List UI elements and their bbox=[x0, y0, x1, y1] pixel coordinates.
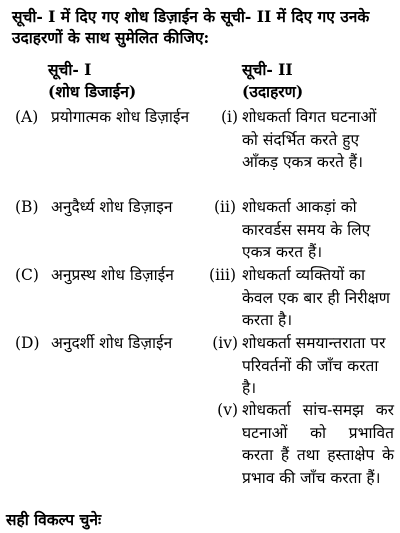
list-1-letter-d: (D) bbox=[15, 334, 40, 352]
question-text: सूची- I में दिए गए शोध डिज़ाईन के सूची- II में दिए गए उनके उदाहरणों के साथ सुमेलित कीजिए: bbox=[12, 7, 370, 47]
list-2-item-ii: शोधकर्ता आकड़ां को कारवर्डस समय के लिए एकत्र करत हैं। bbox=[242, 198, 371, 261]
list-2-item-iii: शोधकर्ता व्यक्तियों का केवल एक बार ही निरीक्षण करता है। bbox=[242, 266, 390, 329]
list-1-item-d: अनुदर्शी शोध डिज़ाईन bbox=[51, 334, 173, 352]
list-1-subtitle: (शोध डिजाईन) bbox=[48, 82, 137, 101]
list-2-title: सूची- II bbox=[242, 60, 293, 79]
list-2-number-iii: (iii) bbox=[209, 266, 236, 284]
list-2-number-i: (i) bbox=[220, 108, 238, 126]
list-1-item-c: अनुप्रस्थ शोध डिज़ाईन bbox=[51, 266, 174, 284]
list-1-title: सूची- I bbox=[48, 60, 92, 79]
list-2-number-iv: (iv) bbox=[212, 334, 238, 352]
list-1-letter-b: (B) bbox=[15, 198, 39, 216]
list-2-item-iv: शोधकर्ता समयान्तराता पर परिवर्तनों की जाँच करता है। bbox=[242, 334, 386, 397]
list-2-subtitle: (उदाहरण) bbox=[242, 82, 304, 101]
list-1-item-b: अनुदैर्ध्य शोध डिज़ाइन bbox=[51, 198, 173, 216]
list-1-letter-c: (C) bbox=[15, 266, 39, 284]
list-2-item-i: शोधकर्ता विगत घटनाओं को संदर्भित करते हुए आँकड़ एकत्र करते हैं। bbox=[242, 108, 377, 171]
list-2-number-ii: (ii) bbox=[213, 198, 236, 216]
list-2-number-v: (v) bbox=[217, 401, 238, 419]
list-1-header bbox=[48, 59, 136, 103]
list-2-header bbox=[242, 59, 303, 103]
list-1-letter-a: (A) bbox=[15, 108, 39, 126]
instruction-text: सही विकल्प चुनेः bbox=[6, 510, 102, 529]
list-2-item-v: शोधकर्ता सांच-समझ कर घटनाओं को प्रभावित करता हैं तथा हस्ताक्षेप के प्रभाव की जाँच करता हैं। bbox=[242, 401, 394, 487]
list-1-item-a: प्रयोगात्मक शोध डिज़ाईन bbox=[51, 108, 190, 126]
